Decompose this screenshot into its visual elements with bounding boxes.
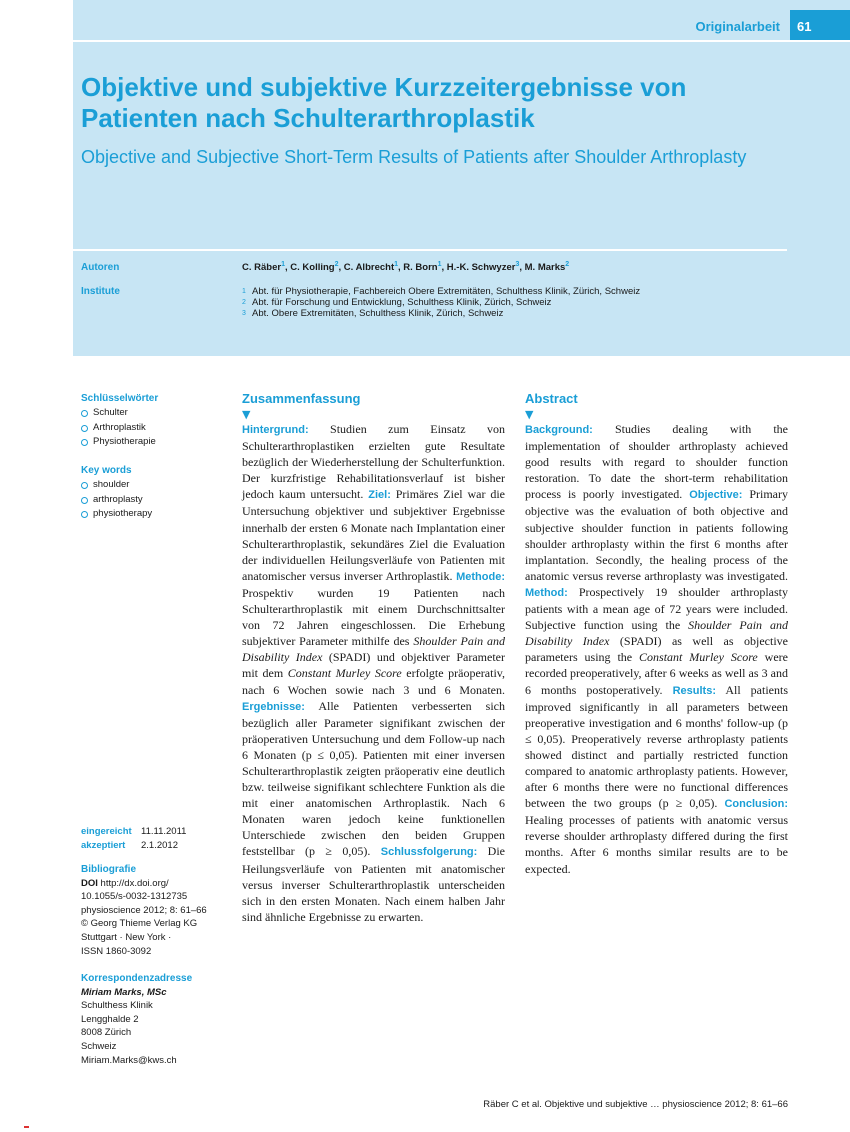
doi-value: 10.1055/s-0032-1312735 <box>81 891 188 903</box>
section-label: Originalarbeit <box>695 19 780 34</box>
author: R. Born$^1$ <box>403 261 442 274</box>
page-footer: Räber C et al. Objektive und subjektive … physioscience 2012; 8: 61–66 <box>483 1099 788 1110</box>
correspondence-name: Miriam Marks, MSc <box>81 986 167 998</box>
header-rule <box>73 40 850 42</box>
doi-link[interactable]: http://dx.doi.org/ <box>100 877 169 889</box>
keyword-item: Arthroplastik <box>81 421 158 436</box>
institute-item: 3 Abt. Obere Extremitäten, Schulthess Klinik, Zürich, Schweiz <box>242 308 504 319</box>
address-line: Lengghalde 2 <box>81 1013 139 1025</box>
journal-citation: physioscience 2012; 8: 61–66 <box>81 904 207 916</box>
keywords-en <box>81 464 152 522</box>
accepted-date: 2.1.2012 <box>141 840 178 851</box>
received-date: 11.11.2011 <box>141 826 187 837</box>
summary-paragraph: Hintergrund: Studien zum Einsatz von Schulterarthroplastiken erzielten gute Resultate bezüglich der Wiederherstellung der Schulterfunktion. Der kurzfristige Rehabilitationsverlauf ist bisher jedoch kaum untersucht. Ziel: Primäres Ziel war die Untersuchung objektiver und subjektiver Ergebnisse innerhalb der ersten 6 Monate nach Implantation einer Schulterarthroplastik, sekundäres Ziel die Evaluation der individuellen Heilungsverläufe von Patienten mit anatomischer versus inverser Arthroplastik. Methode: Prospektiv wurden 19 Patienten nach Schulterarthroplastik mit einem Durchschnittsalter von 72 Jahren eingeschlossen. Die Erhebung subjektiver Parameter mithilfe des Shoulder Pain and Disability Index (SPADI) und objektiver Parameter mit dem Constant Murley Score erfolgte präoperativ, nach 6 Wochen sowie nach 3 und 6 Monaten. Ergebnisse: Alle Patienten verbesserten sich bezüglich aller Parameter signifikant zwischen der präoperativen Untersuchung und dem Follow-up nach 6 Monaten (p ≤ 0,05). Patienten mit einer inversen Schulterarthroplastik zeigten präoperativ eine deutlich bzw. teilweise signifikant schlechtere Funktion als die mit einer anatomischen Arthroplastik. Nach 6 Monaten waren jedoch keine funktionellen Unterschiede zwischen den beiden Gruppen feststellbar (p ≥ 0,05). Schlussfolgerung: Die Heilungsverläufe von Patienten mit anatomischer versus inverser Schulterarthroplastik unterscheiden sich in den ersten Monaten. Nach einem halben Jahr sind ähnliche Ergebnisse zu erwarten. <box>242 422 506 924</box>
publisher-location: Stuttgart · New York · <box>81 931 172 943</box>
institute-list <box>242 286 640 319</box>
summary-german <box>242 390 505 925</box>
doi-label: DOI <box>81 877 98 889</box>
address-line: 8008 Zürich <box>81 1027 132 1039</box>
keyword-item: shoulder <box>81 478 152 493</box>
correspondence <box>81 972 231 1067</box>
corner-mark <box>24 1126 29 1128</box>
author: H.-K. Schwyzer$^3$ <box>446 261 520 274</box>
institute-item: 2 Abt. für Forschung und Entwicklung, Schulthess Klinik, Zürich, Schweiz <box>242 297 552 308</box>
publisher: © Georg Thieme Verlag KG <box>81 918 198 930</box>
triangle-down-icon: ▼ <box>525 408 534 421</box>
author-list: C. Räber$^1$, C. Kolling$^2$, C. Albrecht$^1$, R. Born$^1$, H.-K. Schwyzer$^3$, M. Marks$^2$ <box>242 261 570 274</box>
keyword-item: Physiotherapie <box>81 435 158 450</box>
address-line: Schulthess Klinik <box>81 1000 153 1012</box>
bibliography <box>81 863 231 958</box>
authors-label: Autoren <box>81 262 120 273</box>
institute-item: 1 Abt. für Physiotherapie, Fachbereich Obere Extremitäten, Schulthess Klinik, Zürich, Schweiz <box>242 286 641 297</box>
title-rule <box>73 249 787 251</box>
keyword-item: physiotherapy <box>81 507 152 522</box>
accepted-label: akzeptiert <box>81 840 126 851</box>
abstract-heading: Abstract <box>525 391 578 406</box>
bullet-icon <box>81 439 88 446</box>
title-german: Objektive und subjektive Kurzzeitergebnisse von Patienten nach Schulterarthroplastik <box>81 72 687 133</box>
abstract-english <box>525 390 788 877</box>
keywords-de-label: Schlüsselwörter <box>81 393 159 404</box>
keywords-de <box>81 392 158 450</box>
submission-dates <box>81 825 186 853</box>
author: C. Albrecht$^1$ <box>343 261 399 274</box>
bullet-icon <box>81 425 88 432</box>
bullet-icon <box>81 511 88 518</box>
email-link[interactable]: Miriam.Marks@kws.ch <box>81 1054 177 1066</box>
title-english: Objective and Subjective Short-Term Results of Patients after Shoulder Arthroplasty <box>81 147 747 167</box>
author: C. Räber$^1$ <box>242 261 285 274</box>
bullet-icon <box>81 497 88 504</box>
author: C. Kolling$^2$ <box>290 261 339 274</box>
abstract-paragraph: Background: Studies dealing with the implementation of shoulder arthroplasty achieved good results with regard to shoulder function restoration. To date the short-term rehabilitation process is poorly investigated. Objective: Primary objective was the evaluation of both objective and subjective shoulder function in patients following shoulder arthroplasty within the first 6 months after implantation. Secondly, the healing process of the anatomic versus reverse arthroplasty was investigated. Method: Prospectively 19 shoulder arthroplasty patients with a mean age of 72 years were included. Subjective function using the Shoulder Pain and Disability Index (SPADI) as well as objective parameters using the Constant Murley Score were recorded preoperatively, after 6 weeks as well as 3 and 6 months postoperatively. Results: All patients improved significantly in all parameters between preoperative investigation and 6 months' follow-up (p ≤ 0,05). Preoperatively reverse arthroplasty patients showed distinct and partially restricted function compared to anatomic arthroplasty patients. However, after 6 months there were no functional differences between the two groups (p ≥ 0,05). Conclusion: Healing processes of patients with anatomic versus reverse shoulder arthroplasty differed during the first months. After 6 months similar results are to be expected. <box>525 422 789 876</box>
bullet-icon <box>81 410 88 417</box>
issn: ISSN 1860-3092 <box>81 945 152 957</box>
correspondence-label: Korrespondenzadresse <box>81 973 193 984</box>
bullet-icon <box>81 482 88 489</box>
keyword-item: Schulter <box>81 406 158 421</box>
keyword-item: arthroplasty <box>81 493 152 508</box>
address-line: Schweiz <box>81 1040 117 1052</box>
summary-heading: Zusammenfassung <box>242 391 361 406</box>
received-label: eingereicht <box>81 826 132 837</box>
bibliography-label: Bibliografie <box>81 864 137 875</box>
institutes-label: Institute <box>81 286 120 297</box>
author: M. Marks$^2$ <box>524 261 570 274</box>
triangle-down-icon: ▼ <box>242 408 251 421</box>
page-number: 61 <box>790 10 850 40</box>
keywords-en-label: Key words <box>81 465 132 476</box>
